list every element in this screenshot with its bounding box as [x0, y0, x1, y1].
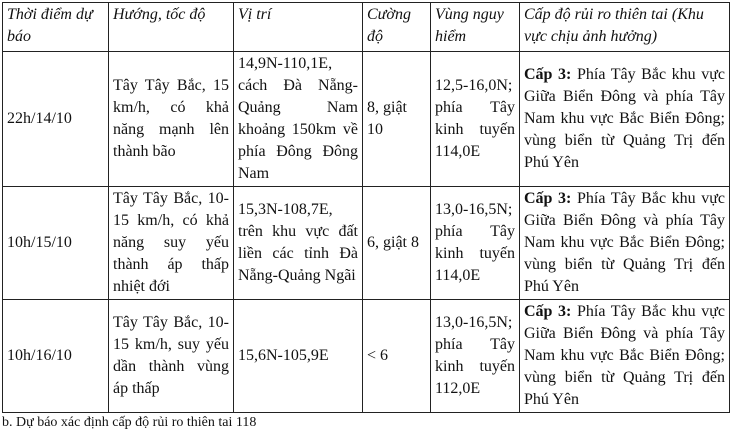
cell-intensity: < 6	[363, 300, 431, 413]
cell-position: 14,9N-110,1E, cách Đà Nẵng-Quảng Nam khoảng 150km về phía Đông Đông Nam	[234, 52, 363, 187]
risk-area-text: Phía Tây Bắc khu vực Giữa Biển Đông và phía Tây Nam khu vực Bắc Biển Đông; vùng biển từ Quảng Trị đến Phú Yên	[524, 303, 726, 408]
cell-risk	[520, 52, 730, 187]
cell-position: 15,3N-108,7E, trên khu vực đất liền các tỉnh Đà Nẵng-Quảng Ngãi	[234, 187, 363, 300]
table-row	[3, 187, 730, 300]
cell-time: 10h/15/10	[3, 187, 109, 300]
header-intensity: Cường độ	[363, 3, 431, 52]
cell-danger-zone: 13,0-16,5N; phía Tây kinh tuyến 112,0E	[431, 300, 520, 413]
table-row	[3, 52, 730, 187]
cell-intensity: 6, giật 8	[363, 187, 431, 300]
cell-direction: Tây Tây Bắc, 10-15 km/h, suy yếu dần thành vùng áp thấp	[109, 300, 234, 413]
cell-risk	[520, 300, 730, 413]
risk-level-label: Cấp 3:	[524, 190, 572, 207]
risk-area-text: Phía Tây Bắc khu vực Giữa Biển Đông và phía Tây Nam khu vực Bắc Biển Đông; vùng biển từ Quảng Trị đến Phú Yên	[524, 190, 726, 295]
header-forecast-time: Thời điểm dự báo	[3, 3, 109, 52]
header-direction-speed: Hướng, tốc độ	[109, 3, 234, 52]
header-risk-level: Cấp độ rủi ro thiên tai (Khu vực chịu ảnh hưởng)	[520, 3, 730, 52]
cell-position: 15,6N-105,9E	[234, 300, 363, 413]
risk-level-label: Cấp 3:	[524, 66, 572, 83]
table-header-row	[3, 3, 730, 52]
header-danger-zone: Vùng nguy hiểm	[431, 3, 520, 52]
cell-direction: Tây Tây Bắc, 15 km/h, có khả năng mạnh lên thành bão	[109, 52, 234, 187]
risk-area-text: Phía Tây Bắc khu vực Giữa Biển Đông và phía Tây Nam khu vực Bắc Biển Đông; vùng biển từ Quảng Trị đến Phú Yên	[524, 66, 726, 171]
cell-danger-zone: 12,5-16,0N; phía Tây kinh tuyến 114,0E	[431, 52, 520, 187]
forecast-table	[2, 2, 730, 413]
cell-time: 22h/14/10	[3, 52, 109, 187]
cell-direction: Tây Tây Bắc, 10-15 km/h, có khả năng suy yếu thành áp thấp nhiệt đới	[109, 187, 234, 300]
cell-danger-zone: 13,0-16,5N; phía Tây kinh tuyến 114,0E	[431, 187, 520, 300]
header-position: Vị trí	[234, 3, 363, 52]
table-row	[3, 300, 730, 413]
footnote: b. Dự báo xác định cấp độ rủi ro thiên tai 118	[2, 415, 257, 430]
risk-level-label: Cấp 3:	[524, 303, 572, 320]
cell-intensity: 8, giật 10	[363, 52, 431, 187]
cell-time: 10h/16/10	[3, 300, 109, 413]
cell-risk	[520, 187, 730, 300]
